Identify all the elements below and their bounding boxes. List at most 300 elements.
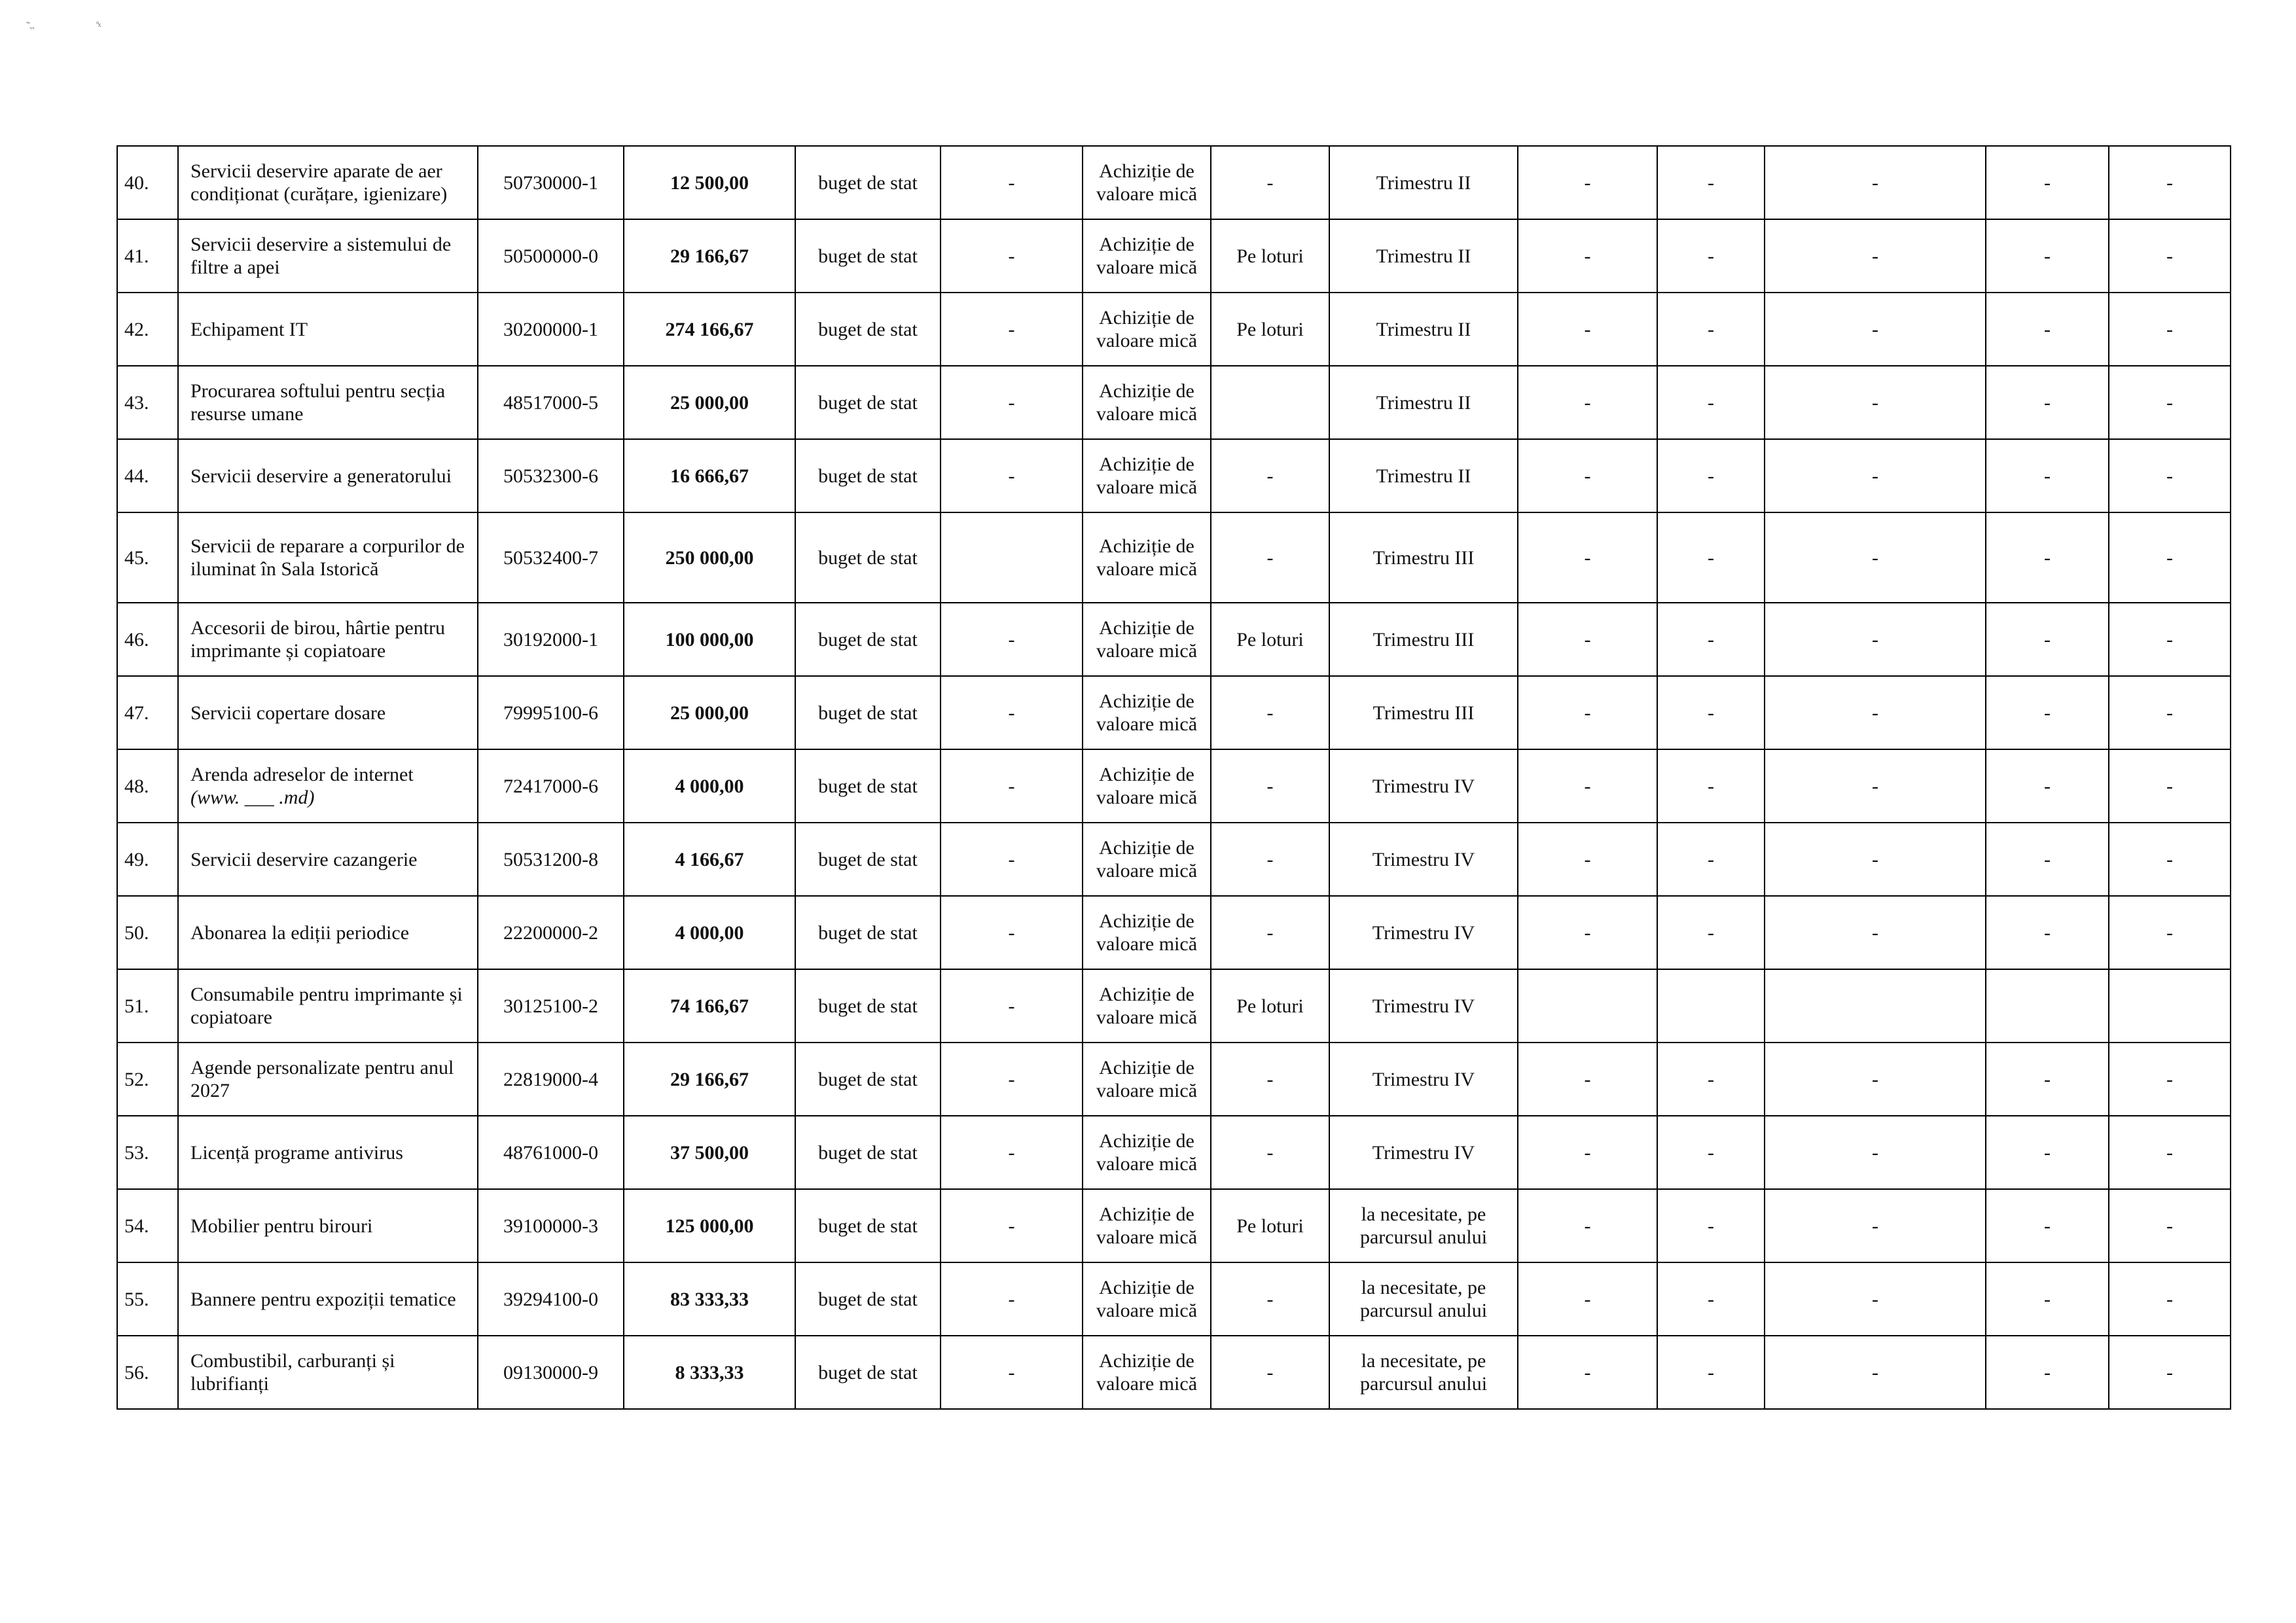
period [1329, 1116, 1518, 1189]
procedure-type [1083, 1116, 1211, 1189]
row-number-text: 41. [124, 245, 149, 267]
item-name-extra: (www. ___ .md) [190, 787, 315, 808]
col-12-value [1765, 1043, 1986, 1116]
col-11-value [1657, 219, 1765, 293]
col-12-value [1765, 366, 1986, 439]
col-12-value-text: - [1872, 702, 1878, 724]
period [1329, 1189, 1518, 1262]
col-12-value [1765, 512, 1986, 603]
item-name [178, 366, 478, 439]
col-14-value [2109, 366, 2231, 439]
col-10-value [1518, 823, 1657, 896]
table-row [117, 146, 2231, 219]
lots-info-text: - [1266, 1361, 1274, 1383]
procedure-type-text: Achiziție de valoare mică [1096, 535, 1198, 580]
item-name-text: Servicii deservire cazangerie [190, 848, 418, 870]
funding-source-text: buget de stat [818, 1288, 918, 1310]
col-14-value-text: - [2166, 546, 2173, 569]
row-number [117, 146, 178, 219]
col-12-value-text: - [1872, 1141, 1878, 1164]
period-text: la necesitate, pe parcursul anului [1359, 1204, 1488, 1248]
col-12-value-text: - [1872, 1361, 1878, 1383]
col-12-value-text: - [1872, 775, 1878, 797]
col-13-value-text: - [2044, 465, 2051, 487]
col-14-value-text: - [2166, 245, 2173, 267]
procedure-type [1083, 439, 1211, 512]
procedure-type [1083, 366, 1211, 439]
item-name [178, 969, 478, 1043]
col-11-value-text: - [1708, 1068, 1714, 1090]
procedure-type-text: Achiziție de valoare mică [1096, 1350, 1198, 1395]
col-10-value [1518, 1189, 1657, 1262]
col-11-value-text: - [1708, 546, 1714, 569]
col-11-value [1657, 1189, 1765, 1262]
col-13-value [1986, 1043, 2109, 1116]
cpv-code-text: 50730000-1 [503, 171, 598, 194]
col-10-value [1518, 676, 1657, 749]
estimated-value-text: 8 333,33 [675, 1361, 744, 1383]
col-12-value-text: - [1872, 245, 1878, 267]
row-number [117, 1262, 178, 1336]
col-5-value [941, 146, 1083, 219]
funding-source-text: buget de stat [818, 171, 918, 194]
estimated-value-text: 125 000,00 [665, 1215, 754, 1237]
funding-source-text: buget de stat [818, 1141, 918, 1164]
col-10-value [1518, 146, 1657, 219]
col-5-value [941, 1116, 1083, 1189]
col-14-value-text: - [2166, 1141, 2173, 1164]
period-text: Trimestru III [1372, 702, 1475, 724]
col-5-value [941, 1336, 1083, 1409]
period-text: Trimestru IV [1372, 921, 1475, 944]
cpv-code-text: 39100000-3 [503, 1215, 598, 1237]
col-10-value [1518, 1262, 1657, 1336]
procedure-type-text: Achiziție de valoare mică [1096, 454, 1198, 498]
estimated-value [624, 1189, 795, 1262]
col-5-value-text: - [1008, 775, 1015, 797]
estimated-value [624, 749, 795, 823]
table-row [117, 823, 2231, 896]
cpv-code-text: 22200000-2 [503, 921, 598, 944]
table-row [117, 1262, 2231, 1336]
item-name [178, 146, 478, 219]
row-number [117, 823, 178, 896]
estimated-value [624, 512, 795, 603]
procedure-type [1083, 603, 1211, 676]
period [1329, 1043, 1518, 1116]
col-12-value [1765, 603, 1986, 676]
funding-source-text: buget de stat [818, 546, 918, 569]
col-11-value [1657, 439, 1765, 512]
table-row [117, 676, 2231, 749]
procedure-type-text: Achiziție de valoare mică [1096, 160, 1198, 205]
cpv-code-text: 22819000-4 [503, 1068, 598, 1090]
col-11-value-text: - [1708, 1215, 1714, 1237]
cpv-code [478, 1262, 624, 1336]
col-10-value-text: - [1584, 245, 1591, 267]
item-name [178, 749, 478, 823]
col-14-value-text: - [2166, 465, 2173, 487]
period-text: Trimestru II [1376, 171, 1471, 194]
col-11-value-text: - [1708, 245, 1714, 267]
col-13-value-text: - [2044, 921, 2051, 944]
period [1329, 439, 1518, 512]
lots-info-text: Pe loturi [1236, 995, 1304, 1017]
col-11-value-text: - [1708, 318, 1714, 340]
row-number [117, 219, 178, 293]
col-5-value [941, 512, 1083, 603]
estimated-value-text: 74 166,67 [670, 995, 749, 1017]
col-14-value-text: - [2166, 318, 2173, 340]
col-5-value-text: - [1008, 391, 1015, 414]
col-14-value [2109, 146, 2231, 219]
funding-source [795, 293, 941, 366]
col-14-value [2109, 1336, 2231, 1409]
lots-info-text: - [1266, 465, 1274, 487]
cpv-code [478, 146, 624, 219]
col-5-value-text: - [1008, 702, 1015, 724]
lots-info [1211, 219, 1329, 293]
col-13-value [1986, 1189, 2109, 1262]
col-11-value-text: - [1708, 391, 1714, 414]
col-14-value-text: - [2166, 628, 2173, 651]
estimated-value-text: 29 166,67 [670, 245, 749, 267]
col-12-value-text: - [1872, 628, 1878, 651]
period-text: Trimestru III [1372, 628, 1475, 651]
lots-info [1211, 969, 1329, 1043]
col-5-value [941, 366, 1083, 439]
col-12-value [1765, 1189, 1986, 1262]
col-13-value-text: - [2044, 702, 2051, 724]
period [1329, 219, 1518, 293]
col-11-value [1657, 749, 1765, 823]
table-row [117, 219, 2231, 293]
period-text: Trimestru IV [1372, 1068, 1475, 1090]
col-11-value [1657, 1043, 1765, 1116]
funding-source [795, 1189, 941, 1262]
funding-source [795, 896, 941, 969]
col-13-value [1986, 439, 2109, 512]
period-text: Trimestru IV [1372, 775, 1475, 797]
period [1329, 896, 1518, 969]
lots-info-text: - [1266, 702, 1274, 724]
col-10-value-text: - [1584, 702, 1591, 724]
col-13-value-text: - [2044, 1141, 2051, 1164]
period [1329, 1262, 1518, 1336]
cpv-code [478, 1043, 624, 1116]
cpv-code [478, 366, 624, 439]
col-14-value [2109, 603, 2231, 676]
table-row [117, 1189, 2231, 1262]
col-11-value [1657, 1116, 1765, 1189]
lots-info [1211, 366, 1329, 439]
period-text: Trimestru II [1376, 245, 1471, 267]
item-name-text: Bannere pentru expoziții tematice [190, 1288, 456, 1310]
col-14-value [2109, 823, 2231, 896]
procedure-type-text: Achiziție de valoare mică [1096, 380, 1198, 425]
col-12-value [1765, 1262, 1986, 1336]
table-row [117, 366, 2231, 439]
estimated-value-text: 250 000,00 [665, 546, 754, 569]
col-12-value-text: - [1872, 546, 1878, 569]
col-11-value-text: - [1708, 628, 1714, 651]
table-body [117, 146, 2231, 1409]
col-13-value-text: - [2044, 1288, 2051, 1310]
procedure-type [1083, 219, 1211, 293]
item-name-text: Servicii copertare dosare [190, 702, 386, 724]
col-12-value-text: - [1872, 171, 1878, 194]
cpv-code-text: 30125100-2 [503, 995, 598, 1017]
table-row [117, 439, 2231, 512]
estimated-value [624, 366, 795, 439]
procedure-type-text: Achiziție de valoare mică [1096, 837, 1198, 882]
col-12-value-text: - [1872, 848, 1878, 870]
cpv-code-text: 09130000-9 [503, 1361, 598, 1383]
col-10-value [1518, 603, 1657, 676]
col-12-value [1765, 293, 1986, 366]
lots-info [1211, 823, 1329, 896]
lots-info [1211, 146, 1329, 219]
item-name [178, 603, 478, 676]
col-11-value [1657, 146, 1765, 219]
col-11-value [1657, 366, 1765, 439]
col-5-value [941, 1262, 1083, 1336]
procedure-type-text: Achiziție de valoare mică [1096, 984, 1198, 1028]
col-14-value [2109, 896, 2231, 969]
funding-source-text: buget de stat [818, 775, 918, 797]
lots-info-text: - [1266, 1288, 1274, 1310]
col-14-value-text: - [2166, 171, 2173, 194]
item-name-text: Servicii deservire a generatorului [190, 465, 452, 487]
row-number-text: 42. [124, 318, 149, 340]
row-number [117, 896, 178, 969]
item-name-text: Servicii deservire a sistemului de filtre a apei [190, 234, 452, 278]
col-12-value-text: - [1872, 921, 1878, 944]
col-13-value [1986, 293, 2109, 366]
col-14-value [2109, 439, 2231, 512]
funding-source [795, 603, 941, 676]
lots-info-text: - [1266, 775, 1274, 797]
lots-info [1211, 1336, 1329, 1409]
period-text: Trimestru IV [1372, 1141, 1475, 1164]
col-14-value-text: - [2166, 391, 2173, 414]
col-10-value [1518, 896, 1657, 969]
estimated-value [624, 896, 795, 969]
col-10-value [1518, 366, 1657, 439]
funding-source-text: buget de stat [818, 628, 918, 651]
lots-info [1211, 1043, 1329, 1116]
procedure-type-text: Achiziție de valoare mică [1096, 764, 1198, 808]
item-name-text: Consumabile pentru imprimante și copiatoare [190, 984, 463, 1028]
item-name [178, 219, 478, 293]
table-row [117, 1116, 2231, 1189]
period [1329, 823, 1518, 896]
funding-source [795, 366, 941, 439]
col-13-value [1986, 512, 2109, 603]
col-5-value-text: - [1008, 848, 1015, 870]
estimated-value [624, 823, 795, 896]
funding-source-text: buget de stat [818, 391, 918, 414]
lots-info-text: Pe loturi [1236, 318, 1304, 340]
col-14-value [2109, 512, 2231, 603]
estimated-value [624, 676, 795, 749]
cpv-code-text: 48517000-5 [503, 391, 598, 414]
col-11-value-text: - [1708, 702, 1714, 724]
scan-artifact: ˜˵ [26, 20, 34, 33]
col-10-value-text: - [1584, 628, 1591, 651]
col-13-value [1986, 969, 2109, 1043]
row-number-text: 47. [124, 702, 149, 724]
procedure-type-text: Achiziție de valoare mică [1096, 910, 1198, 955]
col-5-value-text: - [1008, 1215, 1015, 1237]
table-row [117, 1336, 2231, 1409]
col-10-value-text: - [1584, 465, 1591, 487]
lots-info-text: Pe loturi [1236, 628, 1304, 651]
col-14-value [2109, 1116, 2231, 1189]
col-11-value-text: - [1708, 1288, 1714, 1310]
col-14-value [2109, 1262, 2231, 1336]
item-name-text: Servicii de reparare a corpurilor de iluminat în Sala Istorică [190, 535, 465, 580]
col-5-value-text: - [1008, 245, 1015, 267]
col-10-value-text: - [1584, 1288, 1591, 1310]
estimated-value-text: 4 166,67 [675, 848, 744, 870]
row-number [117, 676, 178, 749]
col-14-value-text: - [2166, 775, 2173, 797]
col-14-value [2109, 293, 2231, 366]
col-10-value [1518, 512, 1657, 603]
col-10-value-text: - [1584, 171, 1591, 194]
row-number [117, 293, 178, 366]
col-5-value-text: - [1008, 1141, 1015, 1164]
table-row [117, 512, 2231, 603]
item-name-text: Echipament IT [190, 318, 308, 340]
cpv-code [478, 676, 624, 749]
funding-source-text: buget de stat [818, 702, 918, 724]
item-name [178, 1116, 478, 1189]
col-13-value [1986, 146, 2109, 219]
row-number [117, 1336, 178, 1409]
item-name [178, 1189, 478, 1262]
funding-source [795, 146, 941, 219]
col-11-value [1657, 1336, 1765, 1409]
col-13-value-text: - [2044, 1215, 2051, 1237]
col-11-value-text: - [1708, 171, 1714, 194]
col-13-value [1986, 749, 2109, 823]
period [1329, 1336, 1518, 1409]
col-12-value [1765, 749, 1986, 823]
row-number [117, 512, 178, 603]
table-row [117, 749, 2231, 823]
procedure-type-text: Achiziție de valoare mică [1096, 1277, 1198, 1321]
col-5-value [941, 1189, 1083, 1262]
estimated-value-text: 12 500,00 [670, 171, 749, 194]
lots-info-text: - [1266, 1068, 1274, 1090]
row-number-text: 53. [124, 1141, 149, 1164]
period [1329, 603, 1518, 676]
cpv-code-text: 30192000-1 [503, 628, 598, 651]
col-12-value [1765, 146, 1986, 219]
estimated-value [624, 439, 795, 512]
cpv-code [478, 512, 624, 603]
col-10-value-text: - [1584, 1361, 1591, 1383]
item-name [178, 896, 478, 969]
col-5-value-text: - [1008, 171, 1015, 194]
col-14-value [2109, 1043, 2231, 1116]
item-name-text: Servicii deservire aparate de aer condiționat (curățare, igienizare) [190, 160, 448, 205]
procedure-type-text: Achiziție de valoare mică [1096, 690, 1198, 735]
estimated-value [624, 1043, 795, 1116]
estimated-value-text: 100 000,00 [665, 628, 754, 651]
period [1329, 293, 1518, 366]
row-number [117, 1189, 178, 1262]
item-name [178, 1262, 478, 1336]
item-name [178, 1043, 478, 1116]
procedure-type [1083, 1262, 1211, 1336]
funding-source [795, 969, 941, 1043]
col-12-value-text: - [1872, 318, 1878, 340]
period [1329, 676, 1518, 749]
col-12-value [1765, 896, 1986, 969]
funding-source [795, 1336, 941, 1409]
col-5-value [941, 1043, 1083, 1116]
procedure-type [1083, 823, 1211, 896]
estimated-value-text: 37 500,00 [670, 1141, 749, 1164]
row-number [117, 439, 178, 512]
row-number [117, 366, 178, 439]
col-12-value [1765, 823, 1986, 896]
col-13-value [1986, 1336, 2109, 1409]
row-number-text: 56. [124, 1361, 149, 1383]
row-number [117, 1116, 178, 1189]
col-11-value-text: - [1708, 848, 1714, 870]
row-number-text: 40. [124, 171, 149, 194]
row-number-text: 54. [124, 1215, 149, 1237]
row-number-text: 43. [124, 391, 149, 414]
funding-source-text: buget de stat [818, 245, 918, 267]
col-5-value-text: - [1008, 1068, 1015, 1090]
col-11-value [1657, 603, 1765, 676]
col-5-value [941, 603, 1083, 676]
item-name [178, 293, 478, 366]
funding-source [795, 1043, 941, 1116]
col-11-value [1657, 512, 1765, 603]
col-10-value-text: - [1584, 546, 1591, 569]
col-13-value [1986, 603, 2109, 676]
procedure-type [1083, 969, 1211, 1043]
period-text: Trimestru IV [1372, 995, 1475, 1017]
cpv-code [478, 1116, 624, 1189]
col-13-value [1986, 823, 2109, 896]
col-5-value [941, 749, 1083, 823]
procedure-type-text: Achiziție de valoare mică [1096, 307, 1198, 351]
funding-source-text: buget de stat [818, 465, 918, 487]
col-10-value-text: - [1584, 1215, 1591, 1237]
col-5-value [941, 293, 1083, 366]
funding-source-text: buget de stat [818, 1068, 918, 1090]
lots-info-text: Pe loturi [1236, 1215, 1304, 1237]
cpv-code [478, 439, 624, 512]
row-number-text: 55. [124, 1288, 149, 1310]
col-11-value-text: - [1708, 1141, 1714, 1164]
period [1329, 146, 1518, 219]
estimated-value [624, 1116, 795, 1189]
row-number [117, 969, 178, 1043]
funding-source [795, 512, 941, 603]
period-text: la necesitate, pe parcursul anului [1359, 1277, 1488, 1321]
period-text: Trimestru IV [1372, 848, 1475, 870]
cpv-code-text: 79995100-6 [503, 702, 598, 724]
col-12-value [1765, 439, 1986, 512]
